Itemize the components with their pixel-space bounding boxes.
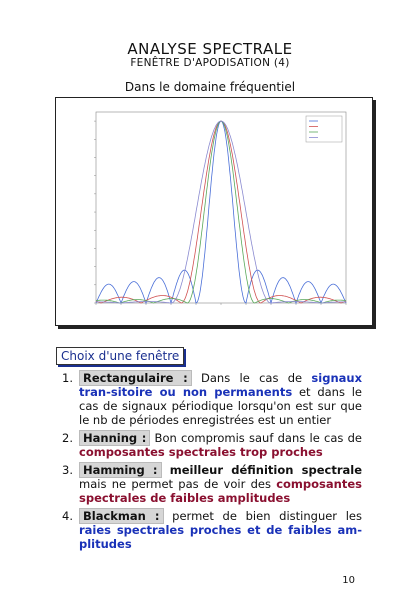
list-item-hamming xyxy=(62,463,362,505)
series-line xyxy=(96,121,346,303)
spectrum-figure xyxy=(55,97,373,326)
item-name: Rectangulaire : xyxy=(79,370,192,386)
item-number: 2. xyxy=(62,431,73,445)
item-highlight: signaux tran-sitoire ou non permanents xyxy=(79,371,362,399)
item-text: permet de bien distinguer les xyxy=(163,509,362,523)
item-name: Hanning : xyxy=(79,430,150,446)
list-item-hanning xyxy=(62,431,362,459)
legend-box xyxy=(306,116,342,142)
page-subtitle: FENÊTRE D'APODISATION (4) xyxy=(130,57,290,69)
series-line xyxy=(96,121,346,303)
item-text: Dans le cas de xyxy=(191,371,312,385)
choice-box: Choix d'une fenêtre xyxy=(56,347,184,365)
series-line xyxy=(96,121,346,303)
item-text: mais ne permet pas de voir des xyxy=(79,477,277,491)
item-text: et dans le cas de signaux périodique lorsqu'on est sur que le nb de périodes enregistrées est un entier xyxy=(79,385,362,427)
item-bold: meilleur définition spectrale xyxy=(161,463,362,477)
item-highlight: composantes spectrales de faibles amplitudes xyxy=(79,477,362,505)
page-title: ANALYSE SPECTRALE xyxy=(127,40,293,58)
list-item-blackman xyxy=(62,509,362,551)
item-number: 3. xyxy=(62,463,73,477)
window-list xyxy=(62,371,362,555)
item-number: 1. xyxy=(62,371,73,385)
item-highlight: raies spectrales proches et de faibles am-plitudes xyxy=(79,523,362,551)
section-heading: Dans le domaine fréquentiel xyxy=(124,80,296,94)
list-item-rectangular xyxy=(62,371,362,427)
item-name: Blackman : xyxy=(79,508,164,524)
spectrum-chart xyxy=(56,98,372,325)
page-number: 10 xyxy=(342,575,355,586)
series-line xyxy=(96,121,346,303)
item-highlight: composantes spectrales trop proches xyxy=(79,445,323,459)
item-name: Hamming : xyxy=(79,462,162,478)
item-number: 4. xyxy=(62,509,73,523)
item-text: Bon compromis sauf dans le cas de xyxy=(150,431,362,445)
